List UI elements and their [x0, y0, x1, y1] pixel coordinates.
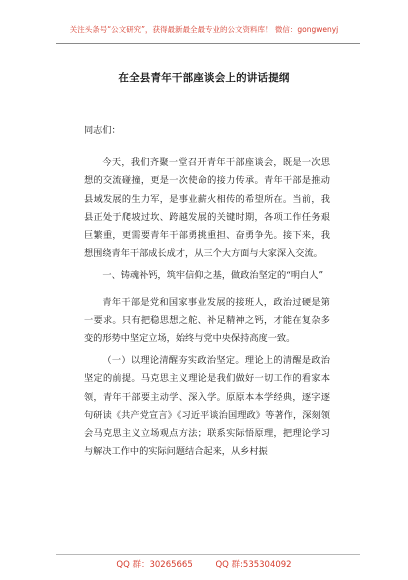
footer-qq-group-2: QQ 群:535304092	[215, 560, 292, 570]
salutation: 同志们：	[84, 125, 121, 136]
body-paragraph-intro: 今天，我们齐聚一堂召开青年干部座谈会，既是一次思想的交流碰撞，更是一次使命的接力传承。青年干部是推动县域发展的生力军，是事业薪火相传的希望所在。当前，我县正处于爬坡过坎、跨越发展的关键时期，各项工作任务艰巨繁重，更需要青年干部勇挑重担、奋勇争先。接下来，我想围绕青年干部成长成才，从三个大方面与大家深入交流。	[84, 157, 330, 260]
subsection-paragraph-1: （一）以理论清醒夯实政治坚定。理论上的清醒是政治坚定的前提。马克思主义理论是我们做好一切工作的看家本领，青年干部要主动学、深入学。原原本本学经典，逐字逐句研读《共产党宣言》《习近平谈治国理政》等著作，深刻领会马克思主义立场观点方法；联系实际悟原理，把理论学习与解决工作中的实际问题结合起来，从乡村振	[84, 355, 330, 458]
page-header	[0, 0, 408, 46]
document-title: 在全县青年干部座谈会上的讲话提纲	[118, 72, 290, 84]
body-paragraph-section-1: 青年干部是党和国家事业发展的接班人，政治过硬是第一要求。只有把稳思想之舵、补足精神之钙，才能在复杂多变的形势中坚定立场，始终与党中央保持高度一致。	[84, 296, 330, 345]
header-divider	[56, 43, 360, 44]
footer-divider	[56, 554, 360, 555]
footer-qq-group-1: QQ 群：30265665	[116, 560, 193, 570]
page-footer	[0, 558, 408, 570]
header-promo-text: 关注头条号“公文研究”，获得最新最全最专业的公文资料库！ 微信：gongwenyj	[69, 25, 339, 34]
section-heading-1: 一、铸魂补钙，筑牢信仰之基，做政治坚定的“明白人”	[102, 270, 324, 282]
document-body	[84, 122, 330, 461]
